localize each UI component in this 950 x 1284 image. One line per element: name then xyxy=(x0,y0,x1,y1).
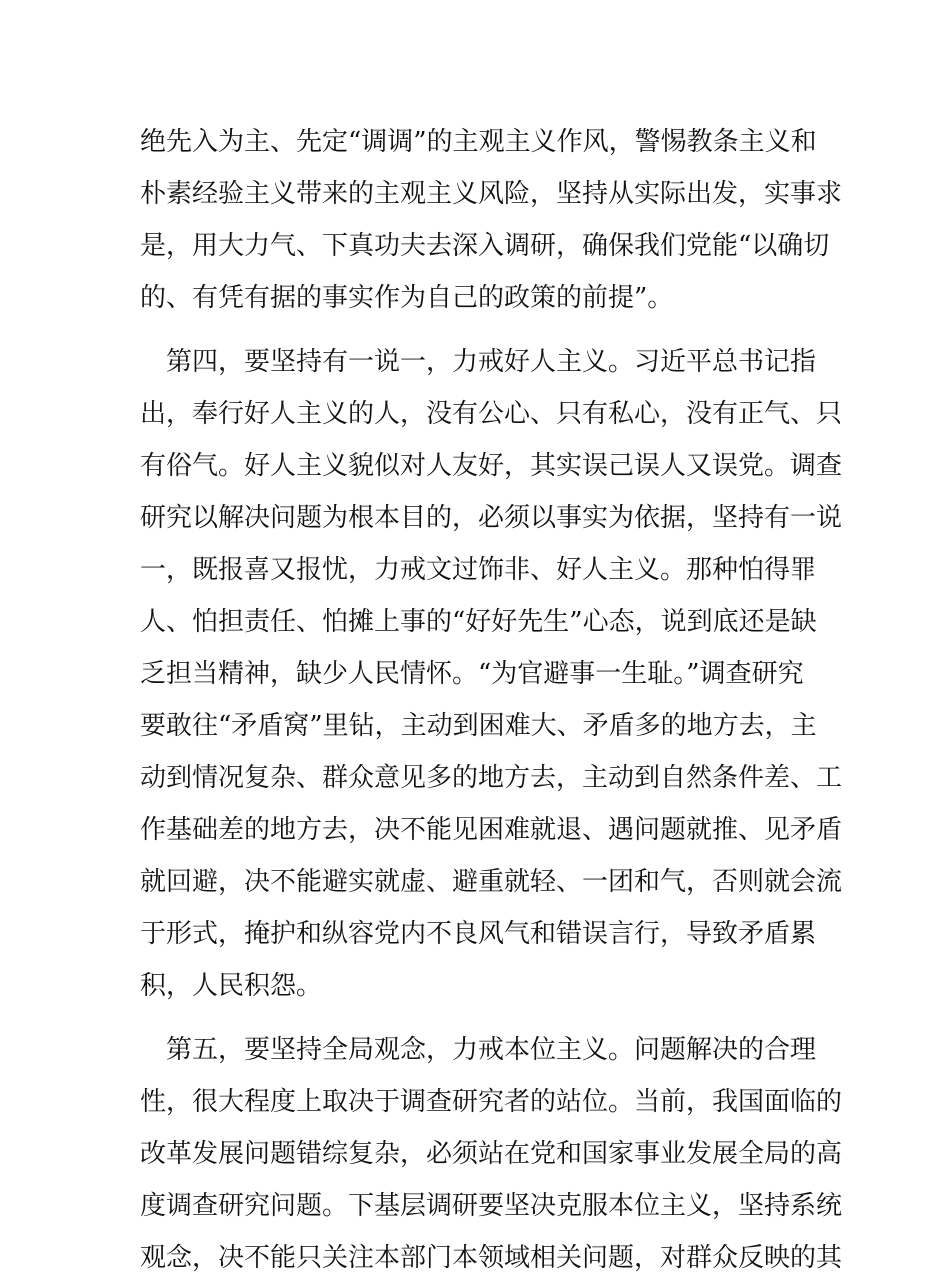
text-line: 作基础差的地方去，决不能见困难就退、遇问题就推、见矛盾 xyxy=(140,815,843,845)
text-line: 性，很大程度上取决于调查研究者的站位。当前，我国面临的 xyxy=(140,1087,843,1117)
text-line: 改革发展问题错综复杂，必须站在党和国家事业发展全局的高 xyxy=(140,1139,843,1169)
text-line: 第四，要坚持有一说一，力戒好人主义。习近平总书记指 xyxy=(140,347,817,377)
text-line: 观念，决不能只关注本部门本领域相关问题，对群众反映的其 xyxy=(140,1243,843,1273)
paragraph-spacer xyxy=(140,324,812,336)
paragraph-1 xyxy=(140,116,843,324)
text-line: 乏担当精神，缺少人民情怀。“为官避事一生耻。”调查研究 xyxy=(140,659,804,689)
text-line: 动到情况复杂、群众意见多的地方去，主动到自然条件差、工 xyxy=(140,763,843,793)
text-line: 一，既报喜又报忧，力戒文过饰非、好人主义。那种怕得罪 xyxy=(140,555,817,585)
text-line: 有俗气。好人主义貌似对人友好，其实误己误人又误党。调查 xyxy=(140,451,843,481)
paragraph-2 xyxy=(140,336,843,1012)
text-line: 是，用大力气、下真功夫去深入调研，确保我们党能“以确切 xyxy=(140,231,830,261)
text-line: 就回避，决不能避实就虚、避重就轻、一团和气，否则就会流 xyxy=(140,867,843,897)
text-line: 要敢往“矛盾窝”里钻，主动到困难大、矛盾多的地方去，主 xyxy=(140,711,817,741)
text-line: 度调查研究问题。下基层调研要坚决克服本位主义，坚持系统 xyxy=(140,1191,843,1221)
text-line: 于形式，掩护和纵容党内不良风气和错误言行，导致矛盾累 xyxy=(140,919,817,949)
body-text xyxy=(140,116,843,1284)
text-line: 的、有凭有据的事实作为自己的政策的前提”。 xyxy=(140,283,674,313)
paragraph-3 xyxy=(140,1024,843,1284)
text-line: 人、怕担责任、怕摊上事的“好好先生”心态，说到底还是缺 xyxy=(140,607,817,637)
paragraph-spacer xyxy=(140,1012,812,1024)
text-line: 第五，要坚持全局观念，力戒本位主义。问题解决的合理 xyxy=(140,1035,817,1065)
text-line: 研究以解决问题为根本目的，必须以事实为依据，坚持有一说 xyxy=(140,503,843,533)
text-line: 绝先入为主、先定“调调”的主观主义作风，警惕教条主义和 xyxy=(140,127,817,157)
text-line: 朴素经验主义带来的主观主义风险，坚持从实际出发，实事求 xyxy=(140,179,843,209)
text-line: 出，奉行好人主义的人，没有公心、只有私心，没有正气、只 xyxy=(140,399,843,429)
text-line: 积，人民积怨。 xyxy=(140,971,323,1001)
